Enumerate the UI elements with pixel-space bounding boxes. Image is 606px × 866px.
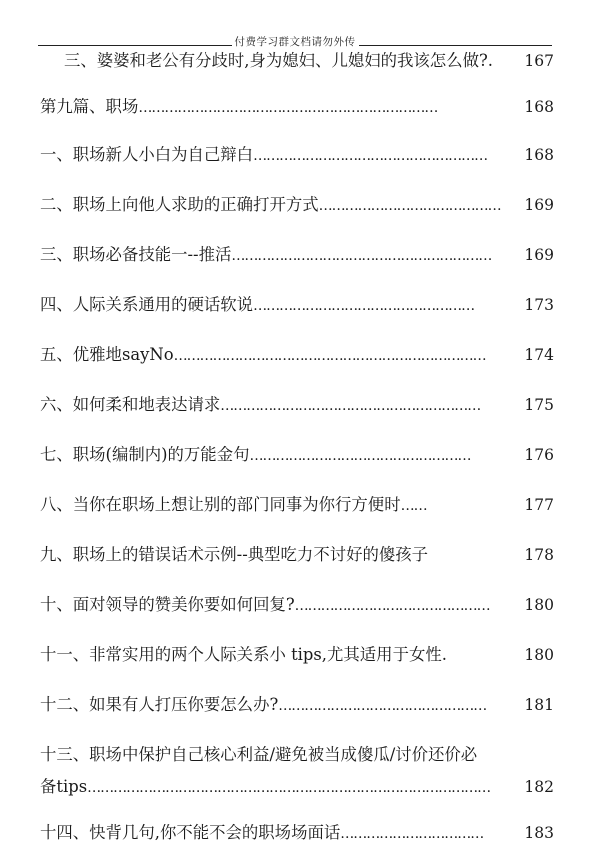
header-rule-left [38, 45, 232, 46]
toc-entry[interactable] [40, 822, 554, 845]
toc-entry[interactable] [40, 96, 554, 119]
page-header [38, 34, 552, 48]
toc-entry-page: 174 [524, 346, 554, 364]
toc-entry-page: 180 [524, 646, 554, 664]
toc-entry-leader: ……………………………………………… [253, 148, 488, 164]
toc-entry[interactable] [40, 194, 554, 217]
toc-entry[interactable] [40, 294, 554, 317]
toc-entry-leader: ……………………………………………………………… [173, 348, 486, 364]
toc-entry-page: 183 [524, 824, 554, 842]
header-rule-right [359, 45, 553, 46]
toc-entry-page: 169 [524, 196, 554, 214]
toc-entry[interactable] [40, 444, 554, 467]
toc-entry-leader: …………………………………………………… [231, 248, 492, 264]
toc-entry-title: 第九篇、职场 [40, 97, 139, 116]
toc-entry-page: 182 [524, 778, 554, 796]
toc-entry-page: 176 [524, 446, 554, 464]
toc-entry-title: 十四、快背几句,你不能不会的职场场面话 [40, 823, 341, 842]
toc-entry-leader: …………………………………………………………… [138, 100, 438, 116]
toc-entry-title: 十一、非常实用的两个人际关系小 tips,尤其适用于女性. [40, 645, 447, 664]
toc-entry-title: 三、职场必备技能一--推活 [40, 245, 232, 264]
toc-entry-title: 四、人际关系通用的硬话软说 [40, 295, 254, 314]
toc-entry-title: 九、职场上的错误话术示例--典型吃力不讨好的傻孩子 [40, 545, 429, 564]
toc-entry-title: 一、职场新人小白为自己辩白 [40, 145, 254, 164]
toc-entry-leader: …………………………………… [318, 198, 501, 214]
toc-entry[interactable] [40, 494, 554, 517]
toc-entry[interactable] [40, 744, 554, 766]
toc-entry[interactable] [40, 594, 554, 617]
toc-entry-title: 六、如何柔和地表达请求 [40, 395, 221, 414]
toc-entry-leader: …………………………………………………… [220, 398, 481, 414]
toc-entry-title: 七、职场(编制内)的万能金句 [40, 445, 250, 464]
toc-entry-leader: …………………………………………… [253, 298, 475, 314]
toc-entry-title: 八、当你在职场上想让别的部门同事为你行方便时 [40, 495, 401, 514]
toc-entry[interactable] [40, 394, 554, 417]
toc-entry-page: 169 [524, 246, 554, 264]
toc-entry-title: 十、面对领导的赞美你要如何回复? [40, 595, 295, 614]
toc-entry-title: 二、职场上向他人求助的正确打开方式 [40, 195, 319, 214]
header-watermark: 付费学习群文档请勿外传 [234, 35, 356, 48]
toc-entry[interactable] [40, 344, 554, 367]
toc-entry[interactable] [40, 694, 554, 717]
toc-entry[interactable] [64, 50, 554, 72]
toc-entry-title: 五、优雅地sayNo [40, 345, 174, 364]
toc-entry[interactable] [40, 644, 554, 666]
toc-entry-page: 168 [524, 146, 554, 164]
toc-entry-page: 168 [524, 98, 554, 116]
toc-entry-page: 180 [524, 596, 554, 614]
toc-entry-page: 167 [524, 52, 554, 70]
toc-entry-page: 175 [524, 396, 554, 414]
toc-entry-title: 三、婆婆和老公有分歧时,身为媳妇、儿媳妇的我该怎么做?. [64, 51, 493, 70]
toc-entry-leader: …………………………………………… [249, 448, 471, 464]
toc-entry[interactable] [40, 544, 554, 566]
toc-entry-title: 备tips [40, 777, 88, 796]
toc-entry-leader: ……………………………………… [294, 598, 490, 614]
toc-entry-page: 178 [524, 546, 554, 564]
toc-entry-continuation[interactable] [40, 776, 554, 799]
toc-entry-title: 十二、如果有人打压你要怎么办? [40, 695, 279, 714]
toc-entry-leader: ………………………………………… [278, 698, 487, 714]
toc-entry-page: 173 [524, 296, 554, 314]
toc-entry-title: 十三、职场中保护自己核心利益/避免被当成傻瓜/讨价还价必 [40, 745, 478, 764]
toc-entry-leader: …… [400, 498, 427, 514]
toc-entry-page: 177 [524, 496, 554, 514]
toc-entry-page: 181 [524, 696, 554, 714]
toc-entry-leader: ………………………………………………………………………………… [87, 780, 491, 796]
toc-entry[interactable] [40, 244, 554, 267]
toc-entry[interactable] [40, 144, 554, 167]
toc-entry-leader: …………………………… [340, 826, 484, 842]
